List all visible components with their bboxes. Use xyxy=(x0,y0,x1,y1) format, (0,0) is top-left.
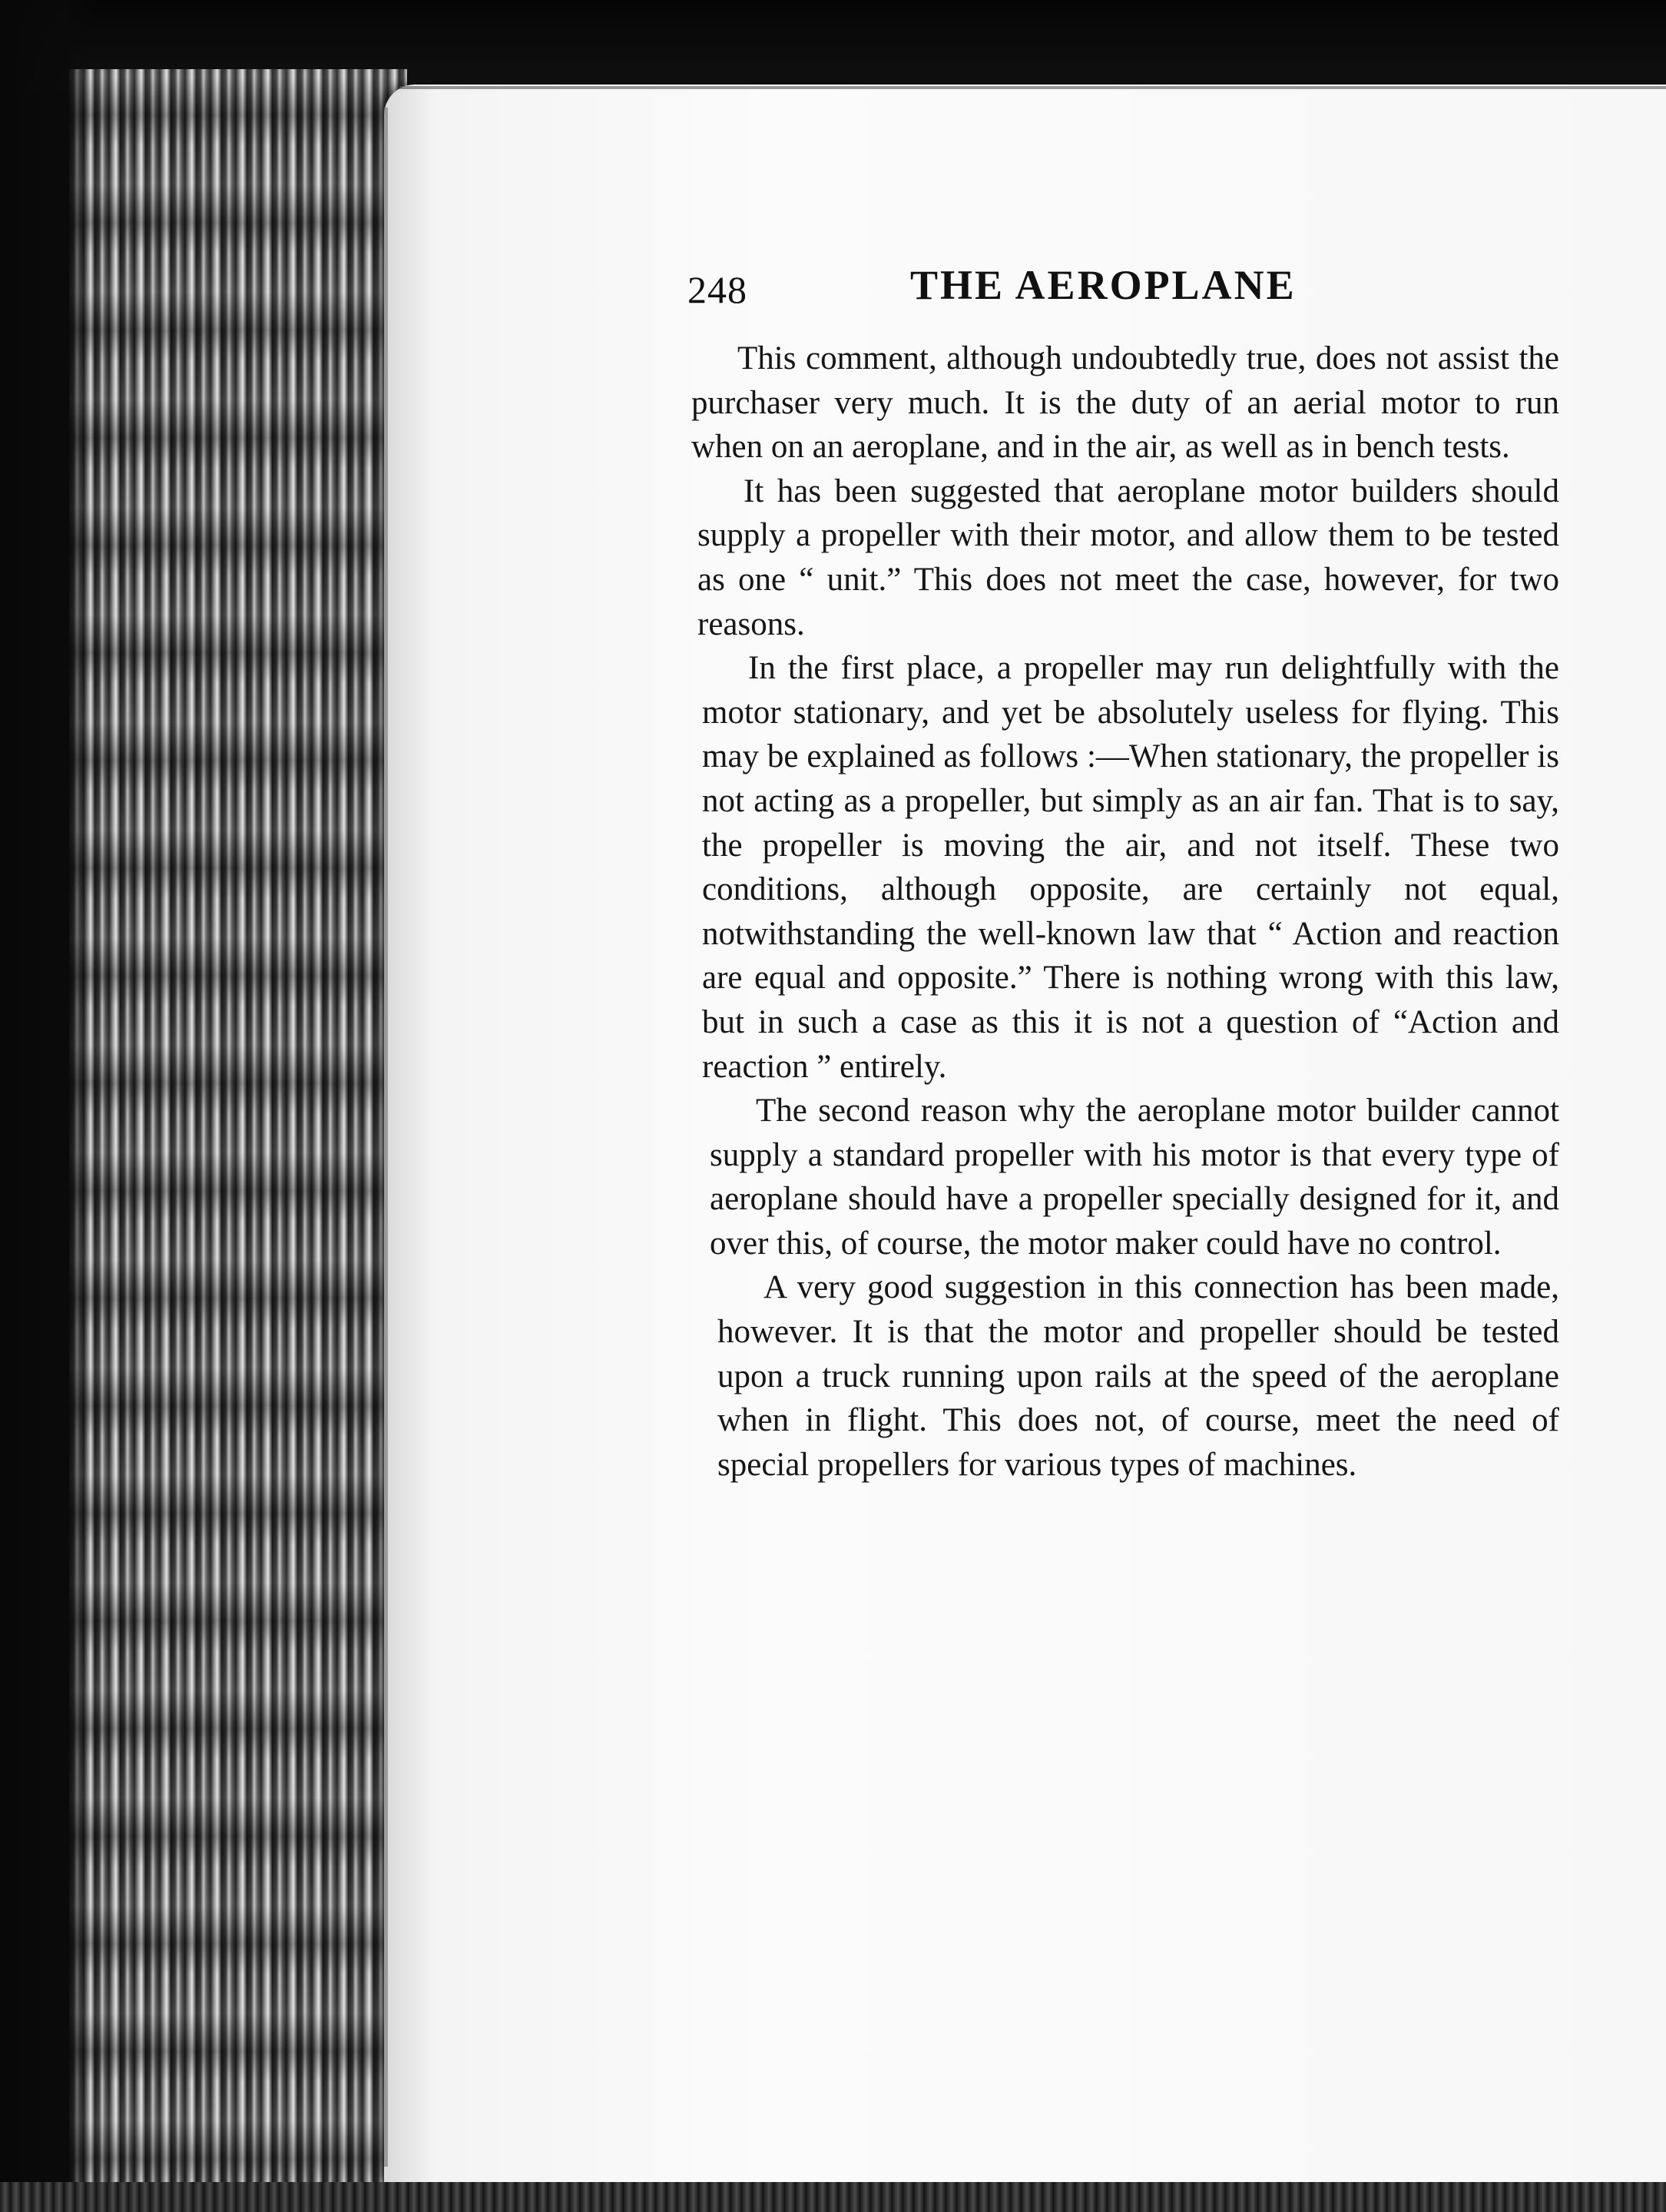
scan-background-left xyxy=(0,0,92,2212)
running-head xyxy=(687,261,1456,315)
running-title: THE AEROPLANE xyxy=(910,262,1297,308)
page-edge-top xyxy=(399,86,1666,89)
scan-background-bottom xyxy=(0,2182,1666,2212)
page-number: 248 xyxy=(687,268,747,311)
paragraph: The second reason why the aeroplane motor builder cannot supply a standard propeller with his motor is that every type of aeroplane should have a propeller specially designed for it, and over this, of course, the motor maker could have no control. xyxy=(710,1093,1559,1262)
paragraph: A very good suggestion in this connection has been made, however. It is that the motor and propeller should be tested upon a truck running upon rails at the speed of the aeroplane when in flight. This does not, of course, meet the need of special propellers for various types of machines. xyxy=(717,1269,1559,1483)
page-edge-left xyxy=(384,108,388,2167)
paragraph: It has been suggested that aeroplane motor builders should supply a propeller with their motor, and allow them to be tested as one “ unit.” This does not meet the case, however, for two reasons. xyxy=(697,473,1559,642)
paragraph: In the first place, a propeller may run delightfully with the motor stationary, and yet be absolutely useless for flying. This may be explained as follows :—When stationary, the propeller is not acting as a propeller, but simply as an air fan. That is to say, the propeller is moving the air, and not itself. These two conditions, although opposite, are certainly not equal, notwithstanding the well-known law that “ Action and reaction are equal and opposite.” There is nothing wrong with this law, but in such a case as this it is not a question of “Action and reaction ” entirely. xyxy=(702,650,1559,1085)
book-page-edges xyxy=(69,69,407,2190)
body-text xyxy=(691,337,1559,1487)
paragraph: This comment, although undoubtedly true, does not assist the purchaser very much. It is the duty of an aerial motor to run when on an aeroplane, and in the air, as well as in bench tests. xyxy=(691,340,1559,466)
